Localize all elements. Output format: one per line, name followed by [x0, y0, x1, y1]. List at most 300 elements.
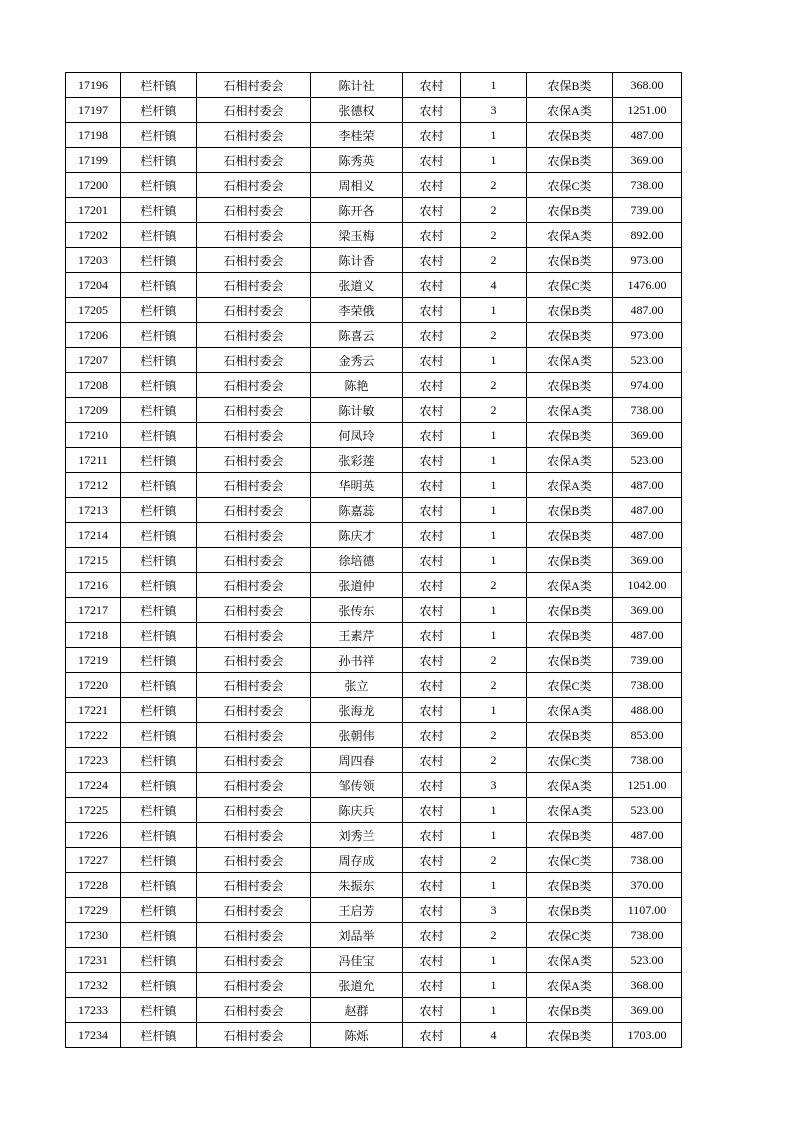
cell-village: 石相村委会 — [197, 148, 311, 173]
table-row — [66, 298, 682, 323]
cell-name: 张朝伟 — [311, 723, 403, 748]
cell-village: 石相村委会 — [197, 823, 311, 848]
cell-town: 栏杆镇 — [121, 948, 197, 973]
cell-person-count: 4 — [461, 273, 527, 298]
cell-residence-type: 农村 — [403, 323, 461, 348]
table-row — [66, 348, 682, 373]
cell-insurance-category: 农保B类 — [527, 823, 613, 848]
cell-village: 石相村委会 — [197, 673, 311, 698]
cell-insurance-category: 农保B类 — [527, 723, 613, 748]
cell-person-count: 2 — [461, 648, 527, 673]
cell-village: 石相村委会 — [197, 873, 311, 898]
cell-name: 张德权 — [311, 98, 403, 123]
cell-insurance-category: 农保A类 — [527, 698, 613, 723]
cell-name: 周四春 — [311, 748, 403, 773]
cell-id: 17231 — [66, 948, 121, 973]
cell-residence-type: 农村 — [403, 223, 461, 248]
cell-village: 石相村委会 — [197, 73, 311, 98]
cell-amount: 487.00 — [613, 123, 682, 148]
cell-person-count: 2 — [461, 573, 527, 598]
cell-amount: 1107.00 — [613, 898, 682, 923]
cell-amount: 738.00 — [613, 398, 682, 423]
cell-id: 17200 — [66, 173, 121, 198]
cell-town: 栏杆镇 — [121, 573, 197, 598]
cell-town: 栏杆镇 — [121, 848, 197, 873]
cell-residence-type: 农村 — [403, 198, 461, 223]
cell-person-count: 1 — [461, 448, 527, 473]
table-row — [66, 848, 682, 873]
table-row — [66, 648, 682, 673]
cell-village: 石相村委会 — [197, 273, 311, 298]
table-row — [66, 1023, 682, 1048]
cell-amount: 738.00 — [613, 673, 682, 698]
cell-insurance-category: 农保C类 — [527, 173, 613, 198]
table-row — [66, 448, 682, 473]
cell-village: 石相村委会 — [197, 973, 311, 998]
cell-name: 刘秀兰 — [311, 823, 403, 848]
cell-name: 张立 — [311, 673, 403, 698]
cell-residence-type: 农村 — [403, 748, 461, 773]
cell-person-count: 1 — [461, 973, 527, 998]
table-row — [66, 798, 682, 823]
cell-town: 栏杆镇 — [121, 973, 197, 998]
cell-name: 冯佳宝 — [311, 948, 403, 973]
cell-amount: 738.00 — [613, 923, 682, 948]
cell-insurance-category: 农保B类 — [527, 248, 613, 273]
cell-person-count: 2 — [461, 848, 527, 873]
cell-town: 栏杆镇 — [121, 123, 197, 148]
table-row — [66, 873, 682, 898]
cell-id: 17214 — [66, 523, 121, 548]
cell-id: 17196 — [66, 73, 121, 98]
cell-amount: 369.00 — [613, 148, 682, 173]
cell-town: 栏杆镇 — [121, 473, 197, 498]
cell-village: 石相村委会 — [197, 898, 311, 923]
cell-name: 张道允 — [311, 973, 403, 998]
cell-town: 栏杆镇 — [121, 923, 197, 948]
cell-amount: 739.00 — [613, 648, 682, 673]
cell-village: 石相村委会 — [197, 198, 311, 223]
table-row — [66, 948, 682, 973]
cell-person-count: 2 — [461, 198, 527, 223]
cell-residence-type: 农村 — [403, 573, 461, 598]
cell-town: 栏杆镇 — [121, 648, 197, 673]
cell-id: 17218 — [66, 623, 121, 648]
table-row — [66, 548, 682, 573]
cell-person-count: 1 — [461, 548, 527, 573]
cell-id: 17208 — [66, 373, 121, 398]
cell-residence-type: 农村 — [403, 423, 461, 448]
cell-id: 17226 — [66, 823, 121, 848]
cell-town: 栏杆镇 — [121, 373, 197, 398]
cell-insurance-category: 农保A类 — [527, 348, 613, 373]
cell-residence-type: 农村 — [403, 98, 461, 123]
cell-id: 17221 — [66, 698, 121, 723]
cell-amount: 523.00 — [613, 798, 682, 823]
cell-town: 栏杆镇 — [121, 273, 197, 298]
cell-village: 石相村委会 — [197, 948, 311, 973]
cell-town: 栏杆镇 — [121, 173, 197, 198]
cell-person-count: 1 — [461, 298, 527, 323]
cell-id: 17202 — [66, 223, 121, 248]
cell-person-count: 1 — [461, 823, 527, 848]
cell-insurance-category: 农保B类 — [527, 998, 613, 1023]
cell-insurance-category: 农保A类 — [527, 398, 613, 423]
cell-name: 张海龙 — [311, 698, 403, 723]
cell-amount: 1251.00 — [613, 773, 682, 798]
cell-name: 赵群 — [311, 998, 403, 1023]
cell-residence-type: 农村 — [403, 298, 461, 323]
cell-town: 栏杆镇 — [121, 448, 197, 473]
cell-amount: 974.00 — [613, 373, 682, 398]
cell-person-count: 2 — [461, 673, 527, 698]
cell-town: 栏杆镇 — [121, 623, 197, 648]
cell-id: 17220 — [66, 673, 121, 698]
cell-village: 石相村委会 — [197, 1023, 311, 1048]
table-row — [66, 998, 682, 1023]
table-row — [66, 823, 682, 848]
table-row — [66, 898, 682, 923]
cell-insurance-category: 农保B类 — [527, 1023, 613, 1048]
cell-person-count: 1 — [461, 598, 527, 623]
cell-name: 张传东 — [311, 598, 403, 623]
cell-town: 栏杆镇 — [121, 348, 197, 373]
cell-residence-type: 农村 — [403, 548, 461, 573]
cell-village: 石相村委会 — [197, 723, 311, 748]
cell-person-count: 2 — [461, 248, 527, 273]
cell-person-count: 1 — [461, 473, 527, 498]
cell-insurance-category: 农保B类 — [527, 523, 613, 548]
cell-id: 17233 — [66, 998, 121, 1023]
cell-id: 17234 — [66, 1023, 121, 1048]
cell-amount: 487.00 — [613, 498, 682, 523]
cell-village: 石相村委会 — [197, 298, 311, 323]
cell-residence-type: 农村 — [403, 248, 461, 273]
cell-person-count: 1 — [461, 698, 527, 723]
cell-village: 石相村委会 — [197, 498, 311, 523]
cell-village: 石相村委会 — [197, 123, 311, 148]
cell-name: 陈艳 — [311, 373, 403, 398]
cell-name: 张道义 — [311, 273, 403, 298]
cell-residence-type: 农村 — [403, 448, 461, 473]
cell-insurance-category: 农保B类 — [527, 498, 613, 523]
cell-town: 栏杆镇 — [121, 898, 197, 923]
cell-town: 栏杆镇 — [121, 323, 197, 348]
cell-person-count: 1 — [461, 523, 527, 548]
cell-town: 栏杆镇 — [121, 998, 197, 1023]
cell-residence-type: 农村 — [403, 523, 461, 548]
cell-village: 石相村委会 — [197, 523, 311, 548]
cell-insurance-category: 农保B类 — [527, 873, 613, 898]
cell-name: 李桂荣 — [311, 123, 403, 148]
cell-id: 17217 — [66, 598, 121, 623]
cell-town: 栏杆镇 — [121, 823, 197, 848]
cell-person-count: 3 — [461, 98, 527, 123]
cell-name: 周存成 — [311, 848, 403, 873]
table-row — [66, 573, 682, 598]
cell-amount: 892.00 — [613, 223, 682, 248]
cell-name: 邹传领 — [311, 773, 403, 798]
table-row — [66, 223, 682, 248]
table-row — [66, 73, 682, 98]
cell-amount: 853.00 — [613, 723, 682, 748]
cell-town: 栏杆镇 — [121, 248, 197, 273]
cell-insurance-category: 农保A类 — [527, 98, 613, 123]
table-row — [66, 398, 682, 423]
table-row — [66, 148, 682, 173]
cell-insurance-category: 农保B类 — [527, 198, 613, 223]
cell-insurance-category: 农保A类 — [527, 973, 613, 998]
cell-insurance-category: 农保B类 — [527, 148, 613, 173]
table-row — [66, 123, 682, 148]
cell-residence-type: 农村 — [403, 923, 461, 948]
cell-village: 石相村委会 — [197, 623, 311, 648]
cell-amount: 738.00 — [613, 748, 682, 773]
cell-person-count: 1 — [461, 998, 527, 1023]
cell-residence-type: 农村 — [403, 648, 461, 673]
records-table-body — [66, 73, 682, 1048]
cell-town: 栏杆镇 — [121, 298, 197, 323]
cell-town: 栏杆镇 — [121, 223, 197, 248]
cell-insurance-category: 农保A类 — [527, 223, 613, 248]
table-row — [66, 773, 682, 798]
cell-name: 陈计香 — [311, 248, 403, 273]
table-row — [66, 248, 682, 273]
cell-id: 17199 — [66, 148, 121, 173]
cell-person-count: 1 — [461, 623, 527, 648]
records-table — [65, 72, 682, 1048]
cell-village: 石相村委会 — [197, 173, 311, 198]
cell-name: 金秀云 — [311, 348, 403, 373]
cell-insurance-category: 农保C类 — [527, 748, 613, 773]
cell-amount: 1251.00 — [613, 98, 682, 123]
cell-residence-type: 农村 — [403, 873, 461, 898]
table-row — [66, 748, 682, 773]
cell-residence-type: 农村 — [403, 148, 461, 173]
cell-amount: 369.00 — [613, 548, 682, 573]
cell-person-count: 2 — [461, 223, 527, 248]
cell-id: 17215 — [66, 548, 121, 573]
table-row — [66, 598, 682, 623]
cell-id: 17201 — [66, 198, 121, 223]
cell-id: 17229 — [66, 898, 121, 923]
cell-residence-type: 农村 — [403, 598, 461, 623]
cell-amount: 1703.00 — [613, 1023, 682, 1048]
cell-village: 石相村委会 — [197, 548, 311, 573]
cell-amount: 368.00 — [613, 73, 682, 98]
cell-village: 石相村委会 — [197, 773, 311, 798]
cell-residence-type: 农村 — [403, 473, 461, 498]
table-row — [66, 198, 682, 223]
cell-insurance-category: 农保B类 — [527, 898, 613, 923]
cell-residence-type: 农村 — [403, 848, 461, 873]
cell-amount: 487.00 — [613, 623, 682, 648]
cell-name: 王启芳 — [311, 898, 403, 923]
cell-village: 石相村委会 — [197, 798, 311, 823]
cell-id: 17210 — [66, 423, 121, 448]
cell-town: 栏杆镇 — [121, 598, 197, 623]
cell-person-count: 2 — [461, 723, 527, 748]
table-row — [66, 673, 682, 698]
cell-insurance-category: 农保B类 — [527, 373, 613, 398]
cell-village: 石相村委会 — [197, 323, 311, 348]
cell-village: 石相村委会 — [197, 398, 311, 423]
cell-town: 栏杆镇 — [121, 673, 197, 698]
cell-person-count: 1 — [461, 73, 527, 98]
cell-id: 17219 — [66, 648, 121, 673]
cell-insurance-category: 农保B类 — [527, 323, 613, 348]
cell-name: 陈秀英 — [311, 148, 403, 173]
table-row — [66, 423, 682, 448]
cell-insurance-category: 农保A类 — [527, 448, 613, 473]
cell-town: 栏杆镇 — [121, 498, 197, 523]
cell-residence-type: 农村 — [403, 823, 461, 848]
cell-residence-type: 农村 — [403, 273, 461, 298]
cell-person-count: 3 — [461, 773, 527, 798]
cell-amount: 523.00 — [613, 448, 682, 473]
cell-name: 何凤玲 — [311, 423, 403, 448]
cell-name: 周相义 — [311, 173, 403, 198]
cell-person-count: 2 — [461, 748, 527, 773]
cell-insurance-category: 农保A类 — [527, 473, 613, 498]
cell-residence-type: 农村 — [403, 498, 461, 523]
cell-id: 17209 — [66, 398, 121, 423]
cell-amount: 738.00 — [613, 173, 682, 198]
cell-insurance-category: 农保C类 — [527, 923, 613, 948]
cell-town: 栏杆镇 — [121, 873, 197, 898]
cell-id: 17223 — [66, 748, 121, 773]
table-row — [66, 623, 682, 648]
cell-insurance-category: 农保A类 — [527, 798, 613, 823]
cell-name: 徐培德 — [311, 548, 403, 573]
cell-name: 王素芹 — [311, 623, 403, 648]
cell-id: 17227 — [66, 848, 121, 873]
table-row — [66, 323, 682, 348]
cell-name: 陈喜云 — [311, 323, 403, 348]
cell-person-count: 2 — [461, 323, 527, 348]
cell-name: 李荣俄 — [311, 298, 403, 323]
cell-name: 陈计敏 — [311, 398, 403, 423]
cell-person-count: 1 — [461, 123, 527, 148]
cell-residence-type: 农村 — [403, 623, 461, 648]
cell-insurance-category: 农保B类 — [527, 73, 613, 98]
cell-id: 17198 — [66, 123, 121, 148]
cell-residence-type: 农村 — [403, 698, 461, 723]
cell-name: 华明英 — [311, 473, 403, 498]
cell-village: 石相村委会 — [197, 923, 311, 948]
cell-amount: 1476.00 — [613, 273, 682, 298]
cell-insurance-category: 农保B类 — [527, 298, 613, 323]
cell-id: 17228 — [66, 873, 121, 898]
cell-village: 石相村委会 — [197, 248, 311, 273]
table-row — [66, 523, 682, 548]
cell-id: 17224 — [66, 773, 121, 798]
cell-id: 17212 — [66, 473, 121, 498]
cell-insurance-category: 农保A类 — [527, 573, 613, 598]
cell-village: 石相村委会 — [197, 348, 311, 373]
cell-village: 石相村委会 — [197, 998, 311, 1023]
cell-residence-type: 农村 — [403, 398, 461, 423]
cell-village: 石相村委会 — [197, 848, 311, 873]
cell-id: 17205 — [66, 298, 121, 323]
cell-village: 石相村委会 — [197, 598, 311, 623]
cell-person-count: 4 — [461, 1023, 527, 1048]
cell-person-count: 1 — [461, 873, 527, 898]
cell-amount: 738.00 — [613, 848, 682, 873]
cell-person-count: 1 — [461, 423, 527, 448]
cell-person-count: 1 — [461, 148, 527, 173]
cell-name: 陈庆才 — [311, 523, 403, 548]
cell-amount: 973.00 — [613, 323, 682, 348]
cell-amount: 368.00 — [613, 973, 682, 998]
cell-residence-type: 农村 — [403, 348, 461, 373]
cell-amount: 487.00 — [613, 523, 682, 548]
table-row — [66, 473, 682, 498]
cell-person-count: 3 — [461, 898, 527, 923]
cell-residence-type: 农村 — [403, 1023, 461, 1048]
cell-village: 石相村委会 — [197, 698, 311, 723]
cell-residence-type: 农村 — [403, 73, 461, 98]
cell-residence-type: 农村 — [403, 948, 461, 973]
cell-town: 栏杆镇 — [121, 1023, 197, 1048]
table-row — [66, 173, 682, 198]
cell-amount: 487.00 — [613, 473, 682, 498]
cell-village: 石相村委会 — [197, 473, 311, 498]
cell-amount: 1042.00 — [613, 573, 682, 598]
cell-town: 栏杆镇 — [121, 523, 197, 548]
cell-id: 17213 — [66, 498, 121, 523]
table-row — [66, 498, 682, 523]
cell-name: 陈开各 — [311, 198, 403, 223]
cell-insurance-category: 农保C类 — [527, 848, 613, 873]
cell-village: 石相村委会 — [197, 573, 311, 598]
cell-insurance-category: 农保C类 — [527, 673, 613, 698]
cell-id: 17204 — [66, 273, 121, 298]
cell-town: 栏杆镇 — [121, 723, 197, 748]
cell-id: 17211 — [66, 448, 121, 473]
cell-town: 栏杆镇 — [121, 773, 197, 798]
cell-town: 栏杆镇 — [121, 423, 197, 448]
cell-person-count: 1 — [461, 798, 527, 823]
table-row — [66, 723, 682, 748]
table-row — [66, 98, 682, 123]
cell-name: 梁玉梅 — [311, 223, 403, 248]
cell-insurance-category: 农保A类 — [527, 773, 613, 798]
cell-person-count: 1 — [461, 498, 527, 523]
cell-insurance-category: 农保A类 — [527, 948, 613, 973]
cell-village: 石相村委会 — [197, 423, 311, 448]
cell-amount: 487.00 — [613, 823, 682, 848]
cell-village: 石相村委会 — [197, 98, 311, 123]
cell-id: 17232 — [66, 973, 121, 998]
cell-id: 17222 — [66, 723, 121, 748]
cell-name: 孙书祥 — [311, 648, 403, 673]
cell-name: 刘品举 — [311, 923, 403, 948]
table-row — [66, 273, 682, 298]
cell-town: 栏杆镇 — [121, 73, 197, 98]
cell-insurance-category: 农保B类 — [527, 623, 613, 648]
cell-person-count: 1 — [461, 348, 527, 373]
cell-id: 17203 — [66, 248, 121, 273]
cell-residence-type: 农村 — [403, 723, 461, 748]
cell-village: 石相村委会 — [197, 448, 311, 473]
cell-name: 朱振东 — [311, 873, 403, 898]
cell-village: 石相村委会 — [197, 223, 311, 248]
cell-name: 陈计社 — [311, 73, 403, 98]
cell-id: 17225 — [66, 798, 121, 823]
cell-amount: 487.00 — [613, 298, 682, 323]
cell-residence-type: 农村 — [403, 173, 461, 198]
